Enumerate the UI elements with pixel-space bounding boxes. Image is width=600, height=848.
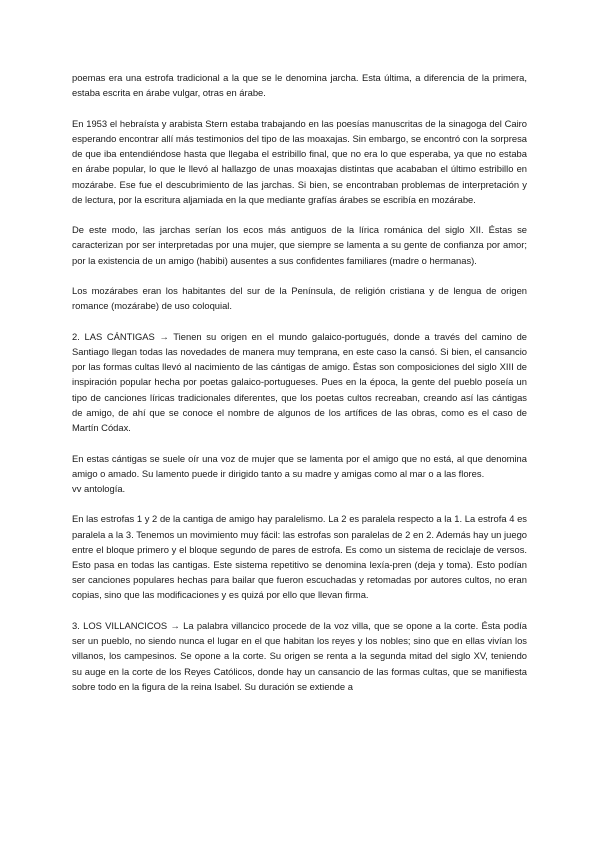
paragraph-stern-discovery: En 1953 el hebraísta y arabista Stern estaba trabajando en las poesías manuscritas de la sinagoga del Cairo esperando encontrar allí más testimonios del tipo de las moaxajas. Sin embargo, se encontró con la sorpresa de que iba entendiéndose hasta que llegaba el estribillo final, que no era lo que esperaba, ya que no estaba en árabe popular, lo que le llevó al hallazgo de unas moaxajas distintas que acababan el último estribillo en mozárabe. Ese fue el descubrimiento de las jarchas. Si bien, se encontraban problemas de interpretación y de lectura, por la escritura aljamiada en la que mediante grafías árabes se escribía en mozárabe. xyxy=(72,117,527,205)
document-page xyxy=(72,70,527,709)
paragraph-paralelismo: En las estrofas 1 y 2 de la cantiga de amigo hay paralelismo. La 2 es paralela respecto a la 1. La estrofa 4 es paralela a la 3. Tenemos un movimiento muy fácil: las estrofas son paralelas de 2 en 2. Además hay un juego entre el bloque primero y el bloque segundo de pares de estrofa. Es como un sistema de reciclaje de versos. Esto pasa en todas las cantigas. Este sistema repetitivo se denomina lexía-pren (deja y toma). Esto podían ser canciones populares hechas para bailar que fueron escuchadas y retomadas por autores cultos, no eran copias, sino que las modificaciones y es quizá por ello que llevan firma. xyxy=(72,513,527,601)
paragraph-antologia-note: vv antología. xyxy=(72,482,126,494)
paragraph-cantigas: 2. LAS CÁNTIGAS → Tienen su origen en el mundo galaico-portugués, donde a través del camino de Santiago llegan todas las novedades de manera muy temprana, en este caso la cansó. Si bien, el cansancio por las formas cultas llevó al nacimiento de las cántigas de amigo. Éstas son composiciones del siglo XIII de inspiración popular hecha por poetas galaico-portugueses. Pues en la época, la gente del pueblo poseía un tipo de canciones líricas tradicionales diferentes, que los poetas cultos recreaban, creando así las cántigas de amigo, de ahí que se conoce el nombre de algunos de los artífices de las obras, como es el caso de Martín Códax. xyxy=(72,330,527,434)
paragraph-villancicos: 3. LOS VILLANCICOS → La palabra villancico procede de la voz villa, que se opone a la corte. Ésta podía ser un pueblo, no siendo nunca el lugar en el que habitan los reyes y los nobles; sino que en ellas vivían los villanos, los campesinos. Se opone a la corte. Su origen se renta a la segunda mitad del siglo XV, teniendo su auge en la corte de los Reyes Católicos, donde hay un cansancio de las formas cultas, que se manifiesta sobre todo en la figura de la reina Isabel. Su duración se extiende a xyxy=(72,619,527,692)
paragraph-mozarabes: Los mozárabes eran los habitantes del sur de la Península, de religión cristiana y de lengua de origen romance (mozárabe) de uso coloquial. xyxy=(72,285,527,312)
paragraph-cantigas-voice: En estas cántigas se suele oír una voz de mujer que se lamenta por el amigo que no está, al que denomina amigo o amado. Su lamento puede ir dirigido tanto a su madre y amigas como al mar o a las flores. xyxy=(72,452,527,479)
paragraph-jarcha-intro: poemas era una estrofa tradicional a la que se le denomina jarcha. Esta última, a diferencia de la primera, estaba escrita en árabe vulgar, otras en árabe. xyxy=(72,72,527,99)
paragraph-jarchas-characteristics: De este modo, las jarchas serían los ecos más antiguos de la lírica románica del siglo XII. Éstas se caracterizan por ser interpretadas por una mujer, que siempre se lamenta a su gente de confianza por amor; por la existencia de un amigo (habibi) ausentes a sus confidentes familiares (madre o hermanas). xyxy=(72,224,527,266)
